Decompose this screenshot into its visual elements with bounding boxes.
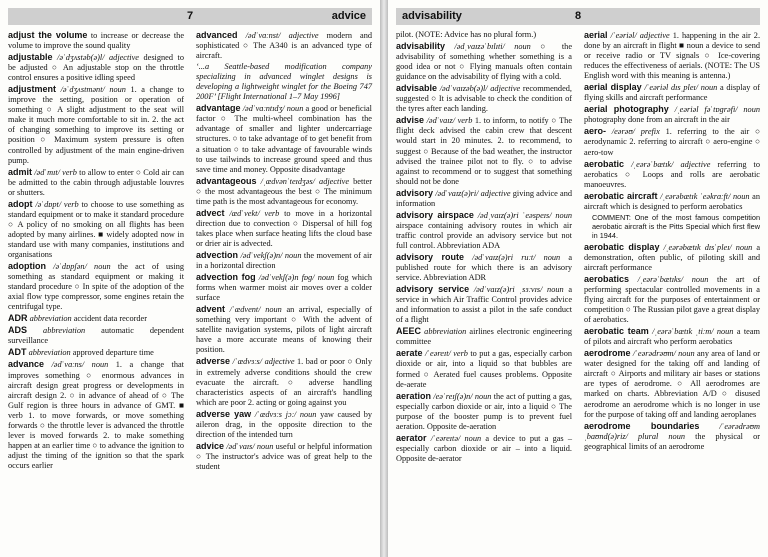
- page-number: 7: [186, 10, 194, 22]
- headword: aerobatics: [584, 273, 630, 284]
- headword: advisable: [396, 83, 438, 94]
- pronunciation-and-pos: /ˌeərəˈbætɪk ˌtiːm/ noun: [652, 327, 734, 337]
- definition: airspace containing advisory routes in which air traffic control provide an advisory service but not full control. Abbreviation ADA: [396, 220, 572, 250]
- headword: aerator: [396, 432, 427, 443]
- pronunciation-and-pos: /ˈeəreɪtə/ noun: [430, 433, 482, 443]
- dictionary-entry: [196, 409, 372, 440]
- dictionary-entry: [396, 30, 572, 40]
- pronunciation-and-pos: /ˈædvɜːs jɔː/ noun: [254, 409, 317, 419]
- dictionary-entry: [584, 191, 760, 212]
- dictionary-entry: [8, 313, 184, 324]
- dictionary-entry: [584, 326, 760, 347]
- definition: approved departure time: [72, 348, 154, 358]
- definition: recommended, suggested ○ It is advisable to check the condition of the tyres after each landing.: [396, 84, 572, 114]
- definition: 1. to inform, to notify ○ The flight deck advised the cabin crew that descent would start in 20 minutes. 2. to recommend, to suggest ○ Because of the bad weather, the instructor advised the trainee pilot not to fly. ○ to advise against to recommend or to suggest that something should not be done: [396, 116, 572, 186]
- dictionary-entry: [196, 356, 372, 407]
- dictionary-entry: [196, 208, 372, 249]
- definition: the physical or geographical limits of an aerodrome: [584, 431, 760, 451]
- pronunciation-and-pos: /ˌeəriəl fəˈtɒɡrəfi/ noun: [674, 105, 760, 115]
- definition: an arrival, especially of something very important ○ With the advent of satellite navigation systems, pilots of light aircraft have a more accurate means of knowing their position.: [196, 305, 373, 355]
- headword: adjust the volume: [8, 30, 88, 40]
- headword: advent: [196, 304, 226, 315]
- pronunciation-and-pos: abbreviation: [43, 326, 86, 336]
- headword: AEEC: [396, 326, 422, 337]
- dictionary-entry: [584, 104, 760, 125]
- dictionary-entry: [8, 167, 184, 198]
- pronunciation-and-pos: /ədˈvɑːnst/ adjective: [245, 31, 319, 40]
- pronunciation-and-pos: /ˈeərədrəʊm ˌbaʊnd(ə)riz/ plural noun: [584, 421, 760, 441]
- headword: ADT: [8, 347, 27, 358]
- definition: to increase or decrease the volume to improve the sound quality: [8, 31, 185, 51]
- dictionary-entry: [8, 52, 184, 83]
- pronunciation-and-pos: /ədˈvɑːntɪdʒ/ noun: [242, 104, 304, 114]
- dictionary-entry: [584, 126, 760, 157]
- left-page: [0, 0, 380, 557]
- headword: aerate: [396, 348, 423, 359]
- pronunciation-and-pos: /əˈdʒʌstmənt/ noun: [60, 85, 126, 95]
- pronunciation-and-pos: /ədˈvaɪz(ə)ri ruːt/ noun: [472, 252, 561, 262]
- pronunciation-and-pos: /ˌeərəˈbætɪk/ adjective: [631, 159, 711, 169]
- pronunciation-and-pos: abbreviation: [424, 327, 467, 337]
- pronunciation-and-pos: /ˌeərəbætɪk ˈeəkrɑːft/ noun: [660, 191, 750, 201]
- definition: airlines electronic engineering committee: [396, 327, 573, 347]
- dictionary-entry: [196, 304, 372, 355]
- definition: the act of putting a gas, especially carbon dioxide or air, into a liquid ○ The purpose of the booster pump is to prevent fuel aeration. Opposite de-aeration: [396, 391, 573, 431]
- dictionary-entry: [396, 252, 572, 283]
- headword: adjustment: [8, 84, 57, 95]
- dictionary-entry: [8, 347, 184, 358]
- pronunciation-and-pos: /əˈdʒʌstəb(ə)l/ adjective: [57, 53, 139, 63]
- definition: a team of pilots and aircraft who perform aerobatics: [584, 327, 760, 347]
- definition: a good or beneficial factor ○ The multi-wheel combination has the advantage of smaller and lighter undercarriage structures. ○ to take advantage of to get benefit from a situation ○ to take advantage of favourable winds to use tailwinds to increase ground speed and thus save time and money. Opposite disadvantage: [196, 104, 372, 174]
- pronunciation-and-pos: /ədˈvɑːns/ noun: [51, 360, 109, 370]
- pronunciation-and-pos: /eəˈreɪʃ(ə)n/ noun: [433, 391, 492, 401]
- headword: aerobatic: [584, 158, 625, 169]
- definition: to put a gas, especially carbon dioxide or air, into a liquid so that bubbles are formed ○ Aerated fuel causes problems. Opposite de-aerate: [396, 349, 572, 389]
- definition: better ○ the most advantageous the best ○ The minimum time path is the most advantageous for economy.: [196, 176, 373, 206]
- pronunciation-and-pos: /ədˈvekʃ(ə)n/ noun: [240, 250, 302, 260]
- dictionary-entry: [396, 326, 572, 347]
- definition: fog which forms when warmer moist air moves over a colder surface: [196, 273, 372, 303]
- dictionary-entry: [8, 325, 184, 346]
- headword: advection: [196, 249, 239, 260]
- note-text: COMMENT: One of the most famous competition aerobatic aircraft is the Pitts Special which first flew in 1944.: [592, 212, 760, 240]
- dictionary-entry: [396, 284, 572, 325]
- pronunciation-and-pos: /ədˈvaɪz/ verb: [426, 116, 473, 126]
- pronunciation-and-pos: /ˈædvɜːs/ adjective: [232, 357, 295, 367]
- headword: aerodrome: [584, 348, 631, 359]
- headword: advection fog: [196, 272, 256, 283]
- dictionary-entry: [8, 84, 184, 165]
- pronunciation-and-pos: /ədˈvekʃ(ə)n fɒɡ/ noun: [258, 273, 335, 283]
- definition: 1. happening in the air 2. done by an aircraft in flight ■ noun a device to send or receive radio or TV signals ○ Ice-covering reduces the effectiveness of aerials. (NOTE: The US English word with this meaning is antenna.): [584, 31, 761, 81]
- definition: giving advice and information: [396, 188, 572, 208]
- right-running-head: [396, 8, 760, 25]
- headword: advisory: [396, 187, 434, 198]
- definition: 1. referring to the air ○ aerodynamic 2. referring to aircraft ○ aero-engine ○ aero-tow: [584, 127, 760, 157]
- dictionary-entry: [8, 199, 184, 260]
- headword: ADR: [8, 313, 28, 324]
- citation-quote: [196, 62, 372, 102]
- headword: advise: [396, 115, 425, 126]
- headword: aerodrome boundaries: [584, 420, 700, 431]
- pronunciation-and-pos: /ˌeərəbætɪk dɪsˈpleɪ/ noun: [663, 242, 753, 252]
- headword: advisory route: [396, 251, 465, 262]
- headword: aerial display: [584, 82, 642, 93]
- pronunciation-and-pos: /ədˈvaɪz(ə)ri/ adjective: [435, 188, 511, 198]
- pronunciation-and-pos: /ˈeəriəl dɪsˌpleɪ/ noun: [644, 83, 718, 93]
- definition: photography done from an aircraft in the air: [584, 115, 730, 125]
- right-page-column-1: [396, 30, 572, 465]
- headword: aerobatic aircraft: [584, 190, 658, 201]
- pronunciation-and-pos: /ədˈmɪt/ verb: [34, 167, 77, 177]
- dictionary-entry: [584, 274, 760, 325]
- definition: modern and sophisticated ○ The A340 is an advanced type of aircraft.: [196, 31, 373, 61]
- headword: aerial photography: [584, 104, 669, 115]
- definition: to allow to enter ○ Cold air can be admitted to the cabin through adjustable louvres or shutters.: [8, 167, 185, 197]
- pronunciation-and-pos: /ədˈvaɪs/ noun: [226, 441, 274, 451]
- headword: aerobatic display: [584, 241, 660, 252]
- definition: 1. a change that improves something ○ enormous advances in aircraft design great progress or developments in aircraft design 2. ○ in advance of ahead of ○ The Gulf region is three hours in advance of GMT. ■ verb 1. to move forwards, or move something forwards ○ the throttle lever is advanced the throttle lever is moved forwards 2. to make something happen at an earlier time ○ to advance the ignition to adjust the timing of the ignition so that the spark occurs earlier: [8, 360, 184, 470]
- headword: adoption: [8, 261, 46, 272]
- headword: aerobatic team: [584, 326, 649, 337]
- book-gutter: [380, 0, 388, 557]
- dictionary-entry: [584, 421, 760, 452]
- headword: adverse: [196, 356, 231, 367]
- dictionary-entry: [396, 433, 572, 464]
- pronunciation-and-pos: /ˌeərəˈbætɪks/ noun: [637, 274, 709, 284]
- pronunciation-and-pos: abbreviation: [29, 314, 72, 324]
- running-head-word: advice: [331, 10, 366, 22]
- definition: a display of flying skills and aircraft performance: [584, 83, 760, 103]
- definition: accident data recorder: [73, 314, 147, 324]
- headword: advantage: [196, 103, 241, 114]
- definition: a service in which Air Traffic Control provides advice and information to assist a pilot in the safe conduct of a flight: [396, 285, 572, 325]
- headword: advisability: [396, 41, 446, 52]
- headword: ADS: [8, 325, 28, 336]
- definition: an aircraft which is designed to perform aerobatics: [584, 191, 760, 211]
- pronunciation-and-pos: /əˈdɒpt/ verb: [35, 199, 79, 209]
- pronunciation-and-pos: /ədˈvaɪz(ə)ri ˌsɜːvɪs/ noun: [473, 285, 564, 295]
- dictionary-entry: [196, 272, 372, 303]
- pronunciation-and-pos: /ˈeərədrəʊm/ noun: [632, 349, 695, 359]
- left-page-column-1: [8, 30, 184, 472]
- pronunciation-and-pos: /ədˌvaɪzəˈbɪlɪti/ noun: [454, 42, 531, 52]
- dictionary-entry: [8, 359, 184, 471]
- pronunciation-and-pos: /ˈeəriəl/ adjective: [610, 31, 670, 40]
- headword: advance: [8, 359, 45, 370]
- dictionary-entry: [584, 30, 760, 81]
- headword: advice: [196, 440, 225, 451]
- dictionary-entry: [196, 30, 372, 61]
- dictionary-entry: [396, 188, 572, 209]
- headword: advantageous: [196, 175, 257, 186]
- pronunciation-and-pos: /ˈeəreɪt/ verb: [424, 349, 468, 359]
- pronunciation-and-pos: /əˈdɒpʃən/ noun: [53, 262, 111, 272]
- left-running-head: [8, 8, 372, 25]
- headword: adverse yaw: [196, 408, 252, 419]
- headword: advanced: [196, 30, 238, 40]
- dictionary-entry: [584, 348, 760, 419]
- headword: adjustable: [8, 52, 53, 63]
- headword: aeration: [396, 390, 432, 401]
- definition: a published route for which there is an advisory service. Abbreviation ADR: [396, 252, 572, 283]
- pronunciation-and-pos: /ˌædvənˈteɪdʒəs/ adjective: [260, 176, 349, 186]
- left-page-column-2: [196, 30, 372, 473]
- dictionary-entry: [584, 242, 760, 273]
- dictionary-entry: [396, 210, 572, 251]
- headword: admit: [8, 166, 33, 177]
- comment-note: [584, 213, 760, 240]
- definition: automatic dependent surveillance: [8, 326, 185, 346]
- definition: referring to aerobatics ○ Loops and rolls are aerobatic manoeuvres.: [584, 159, 760, 189]
- headword: aerial: [584, 30, 608, 40]
- definition: the movement of air in a horizontal direction: [196, 250, 373, 271]
- definition: to choose to use something as standard equipment or to make it standard procedure ○ A policy of no smoking on all flights has been adopted by many airlines. ■ widely adopted now in standard use with many companies, institutions and organisations: [8, 199, 185, 259]
- headword: advisory service: [396, 284, 470, 295]
- definition: useful or helpful information ○ The instructor's advice was of great help to the student: [196, 441, 372, 471]
- dictionary-entry: [396, 115, 572, 186]
- right-page-column-2: [584, 30, 760, 453]
- headword: advisory airspace: [396, 209, 474, 220]
- pronunciation-and-pos: /eərəʊ/ prefix: [611, 127, 660, 137]
- definition: any area of land or water designed for the taking off and landing of aircraft ○ Airports and military air bases or stations are types of aerodrome. ○ All aerodromes are marked on charts. Abbreviation A/D ○ disused aerodrome an aerodrome which is no longer in use for the purpose of taking off and landing aeroplanes: [584, 349, 760, 419]
- dictionary-entry: [396, 391, 572, 432]
- dictionary-entry: [584, 159, 760, 190]
- running-head-word: advisability: [402, 10, 462, 22]
- dictionary-entry: [196, 441, 372, 472]
- definition: 1. bad or poor ○ Only in extremely adverse conditions should the crew evacuate the aircraft. ○ adverse handling characteristics aspects of an aircraft's handling which are poor 2. acting or going against you: [196, 357, 372, 407]
- pronunciation-and-pos: abbreviation: [28, 348, 71, 358]
- dictionary-entry: [396, 41, 572, 82]
- definition: pilot. (NOTE: Advice has no plural form.): [396, 30, 537, 39]
- headword: aero-: [584, 126, 607, 137]
- definition: designed to be adjusted ○ An adjustable stop on the throttle control ensures a positive idling speed: [8, 53, 184, 83]
- definition: the act of using something as standard equipment or making it standard procedure ○ In spite of the adoption of the axial flow type compressor, some engines retain the centrifugal type.: [8, 262, 184, 312]
- dictionary-entry: [8, 261, 184, 312]
- definition: a device to put a gas – especially carbon dioxide or air – into a liquid. Opposite de-aerator: [396, 433, 573, 463]
- dictionary-entry: [396, 83, 572, 114]
- dictionary-entry: [196, 250, 372, 271]
- definition: 1. a change to improve the setting, position or operation of something ○ A slight adjustment to the seat will make it much more comfortable to sit in. 2. the act of changing something to improve its setting or position ○ Maximum system pressure is often controlled by adjustment of the main engine-driven pump.: [8, 85, 185, 165]
- definition: the art of performing spectacular controlled movements in a flying aircraft for the purposes of entertainment or competition ○ The Russian pilot gave a great display of aerobatics.: [584, 274, 761, 325]
- right-page: [388, 0, 768, 557]
- pronunciation-and-pos: /ədˈvaɪzəb(ə)l/ adjective: [439, 84, 521, 94]
- dictionary-entry: [8, 30, 184, 51]
- definition: to move in a horizontal direction due to convection ○ Dispersal of hill fog takes place when surface heating lifts the cloud base or drier air is advected.: [196, 208, 373, 248]
- headword: adopt: [8, 198, 33, 209]
- headword: advect: [196, 207, 225, 218]
- page-number: 8: [574, 10, 582, 22]
- dictionary-entry: [584, 82, 760, 103]
- pronunciation-and-pos: /ˈædvent/ noun: [229, 305, 282, 315]
- definition: a demonstration, often public, of piloting skill and aircraft performance: [584, 242, 761, 272]
- pronunciation-and-pos: /ædˈvekt/ verb: [229, 208, 280, 218]
- dictionary-entry: [196, 176, 372, 207]
- dictionary-entry: [196, 103, 372, 174]
- definition: yaw caused by aileron drag, in the opposite direction to the direction of the intended turn: [196, 409, 373, 439]
- definition: ○ the advisability of something whether something is a good idea or not ○ Flying manuals often contain guidance on the advisability of flying with a cold.: [396, 42, 572, 82]
- pronunciation-and-pos: /ədˌvaɪz(ə)ri ˈeəspeɪs/ noun: [477, 210, 572, 220]
- quote-text: ‘...a Seattle-based modification company specializing in advanced winglet designs is developing a lightweight winglet for the Boeing 747 200F’ [Flight International 1–7 May 1996]: [196, 62, 372, 102]
- dictionary-entry: [396, 348, 572, 389]
